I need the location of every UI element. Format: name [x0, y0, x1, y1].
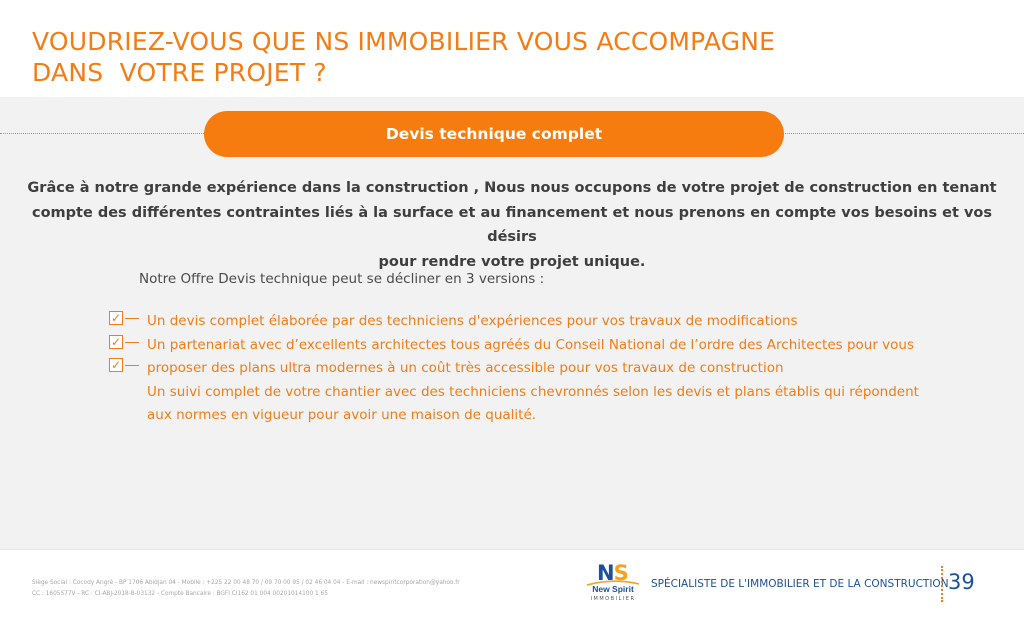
intro-line: Grâce à notre grande expérience dans la construction , Nous nous occupons de votre projet de construction en tenant: [27, 180, 997, 196]
intro-paragraph: [20, 176, 1004, 274]
offer-list-line: Un partenariat avec d’excellents architectes tous agréés du Conseil National de l’ordre des Architectes pour vous: [147, 336, 915, 353]
company-logo: [583, 562, 643, 608]
intro-line: pour rendre votre projet unique.: [378, 253, 646, 270]
dash-connector: [125, 342, 139, 343]
footer-tagline: SPÉCIALISTE DE L'IMMOBILIER ET DE LA CONSTRUCTION: [651, 578, 949, 590]
logo-mark-n: N: [597, 561, 614, 585]
offer-list: [147, 310, 947, 428]
logo-name: New Spirit: [592, 584, 634, 594]
offer-list-line: Un suivi complet de votre chantier avec des techniciens chevronnés selon les devis et plans établis qui répondent: [147, 383, 919, 400]
checkbox-icon: ✓: [110, 358, 122, 372]
checkbox-icon: ✓: [110, 335, 122, 349]
page-title-line-2: DANS VOTRE PROJET ?: [32, 58, 327, 87]
page-number: 39: [948, 570, 975, 594]
footer-address: [32, 578, 460, 600]
logo-subtitle: IMMOBILIER: [590, 596, 636, 602]
intro-line: compte des différentes contraintes liés à la surface et au financement et nous prenons en compte vos besoins et vos désirs: [31, 204, 993, 245]
dotted-divider-right: [783, 133, 1024, 134]
dash-connector: [125, 318, 139, 319]
footer-address-line: CC : 1605577V - RC : CI-ABJ-2018-B-03132 - Compte Bancaire : BGFI CI162 01 004 00201014100 1 65: [32, 591, 328, 597]
page-title: [32, 26, 775, 88]
logo-mark-s: S: [613, 561, 628, 585]
footer-dotted-separator: [941, 566, 943, 602]
section-banner: Devis technique complet: [204, 111, 784, 157]
dash-connector: [125, 365, 139, 366]
offer-list-line: aux normes en vigueur pour avoir une maison de qualité.: [147, 407, 537, 423]
offer-list-line: proposer des plans ultra modernes à un coût très accessible pour vos travaux de construction: [147, 360, 784, 376]
page-title-line-1: VOUDRIEZ-VOUS QUE NS IMMOBILIER VOUS ACCOMPAGNE: [32, 27, 776, 56]
dotted-divider-left: [0, 133, 206, 134]
offer-lead-text: Notre Offre Devis technique peut se décliner en 3 versions :: [139, 271, 545, 287]
footer-address-line: Siège Social : Cocody Angré - BP 1706 Abidjan 04 - Mobile : +225 22 00 48 70 / 09 70 00 95 / 02 46 04 04 - E-mail : newspiritcorporation@yahoo.fr: [32, 580, 460, 586]
footer-divider: [0, 549, 1024, 550]
checkbox-icon: ✓: [110, 311, 122, 325]
offer-list-line: Un devis complet élaborée par des techniciens d'expériences pour vos travaux de modifications: [147, 313, 798, 329]
